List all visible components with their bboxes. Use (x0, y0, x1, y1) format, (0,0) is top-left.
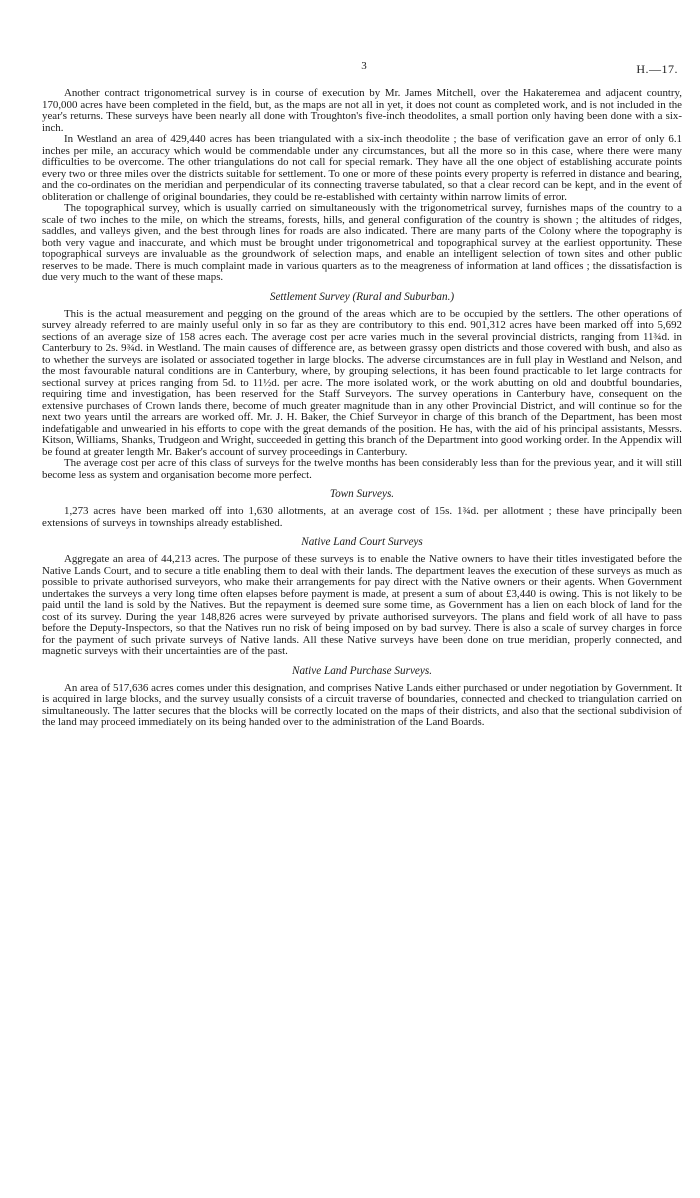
document-reference: H.—17. (636, 62, 678, 76)
paragraph: In Westland an area of 429,440 acres has been triangulated with a six-inch theodolite ; the base of verification gave an error of only 6.1 inches per mile, an accuracy which would be commendable under any circumstances, but all the more so in this case, where there were many difficulties to be overcome. The other triangulations do not call for special remark. They have all the one object of establishing accurate points every two or three miles over the districts suitable for settlement. To one or more of these points every property is referred in distance and bearing, and the co-ordinates on the meridian and perpendicular of its connecting traverse tabulated, so that a clear record can be kept, and in the event of obliteration or challenge of original boundaries, they could be re-established with certainty within narrow limits of error. (42, 133, 682, 203)
section-native-land-court-surveys (42, 536, 682, 658)
paragraph: An area of 517,636 acres comes under this designation, and comprises Native Lands either purchased or under negotiation by Government. It is acquired in large blocks, and the survey usually consists of a circuit traverse of boundaries, connected and checked to triangulation carried on simultaneously. The latter secures that the blocks will be correctly located on the maps of their districts, and also that the sectional subdivision of the land may proceed immediately on its being handed over to the administration of the Land Boards. (42, 681, 682, 728)
document-body (42, 88, 682, 729)
section-town-surveys (42, 488, 682, 529)
paragraph: 1,273 acres have been marked off into 1,630 allotments, at an average cost of 15s. 1¾d. per allotment ; these have principally been extensions of surveys in townships already established. (42, 505, 682, 529)
section-settlement-survey (42, 291, 682, 482)
section-trigonometrical-survey (42, 88, 682, 284)
paragraph: Aggregate an area of 44,213 acres. The purpose of these surveys is to enable the Native owners to have their titles investigated before the Native Lands Court, and to secure a title enabling them to deal with their lands. The department leaves the execution of these surveys as much as possible to private authorised surveyors, who make their arrangements for pay direct with the Native owners or their agents. When Government undertakes the surveys a very long time often elapses before payment is made, at present a sum of about £3,440 is owing. This is not likely to be paid until the land is sold by the Natives. But the repayment is deemed sure some time, as Government has a lien on each block of land for the cost of its survey. During the year 148,826 acres were surveyed by private authorised surveyors. The plans and field work of all have to pass before the Deputy-Inspectors, so that the Natives run no risk of being imposed on by bad survey. There is also a scale of survey charges in force for the payment of such private surveys of Native lands. All these Native surveys have been done on true meridian, properly connected, and magnetic surveys with their uncertainties are of the past. (42, 553, 682, 657)
paragraph: The topographical survey, which is usually carried on simultaneously with the trigonometrical survey, furnishes maps of the country to a scale of two inches to the mile, on which the streams, forests, hills, and general configuration of the country is shown ; the altitudes of ridges, saddles, and valleys given, and the best through lines for roads are also indicated. There are many parts of the Colony where the topography is both very vague and inaccurate, and which must be brought under trigonometrical and topographical survey at the earliest opportunity. These topographical surveys are invaluable as the groundwork of selection maps, and enable an intelligent selection of town sites and other public reserves to be made. There is much complaint made in various quarters as to the meagreness of information at land offices ; the dissatisfaction is due very much to the want of these maps. (42, 202, 682, 283)
section-heading: Native Land Court Surveys (301, 536, 423, 548)
section-heading: Native Land Purchase Surveys. (291, 664, 433, 677)
page-number: 3 (361, 60, 367, 72)
section-heading: Town Surveys. (329, 488, 395, 500)
paragraph: Another contract trigonometrical survey is in course of execution by Mr. James Mitchell, over the Hakateremea and adjacent country, 170,000 acres have been completed in the field, but, as the maps are not all in yet, it does not count as completed work, and is not included in the year's returns. These surveys have been nearly all done with Troughton's five-inch theodolites, a small portion only having been done with a six-inch. (42, 87, 682, 134)
section-heading: Settlement Survey (Rural and Suburban.) (269, 290, 455, 303)
page-header (40, 60, 688, 76)
paragraph: This is the actual measurement and pegging on the ground of the areas which are to be occupied by the settlers. The other operations of survey already referred to are mainly useful only in so far as they are contributory to this end. 901,312 acres have been marked off into 5,692 sections of an average size of 158 acres each. The average cost per acre varies much in the several provincial districts, ranging from 11¾d. in Canterbury to 2s. 9¾d. in Westland. The main causes of difference are, as between grassy open districts and those covered with bush, and also as to whether the surveys are isolated or associated together in large blocks. The adverse circumstances are in full play in Westland and Nelson, and the most favourable natural conditions are in Canterbury, where, by grouping selections, it has been found practicable to let large contracts for sectional survey at prices ranging from 5d. to 11½d. per acre. The more isolated work, or the work abutting on old and doubtful boundaries, requiring time and investigation, has been reserved for the Staff Surveyors. The survey operations in Canterbury have, consequent on the extensive purchases of Crown lands there, become of much greater magnitude than in any other Provincial District, and will continue so for the next two years until the arrears are worked off. Mr. J. H. Baker, the Chief Surveyor in charge of this branch of the Department, has been most indefatigable and unwearied in his efforts to cope with the great demands of the position. He has, with the aid of his principal assistants, Messrs. Kitson, Williams, Shanks, Trudgeon and Wright, succeeded in getting this branch of the Department into good working order. In the Appendix will be found at greater length Mr. Baker's account of survey proceedings in Canterbury. (42, 307, 682, 458)
paragraph: The average cost per acre of this class of surveys for the twelve months has been considerably less than for the previous year, and it will still become less as system and organisation become more perfect. (42, 457, 682, 481)
section-native-land-purchase-surveys (42, 665, 682, 729)
